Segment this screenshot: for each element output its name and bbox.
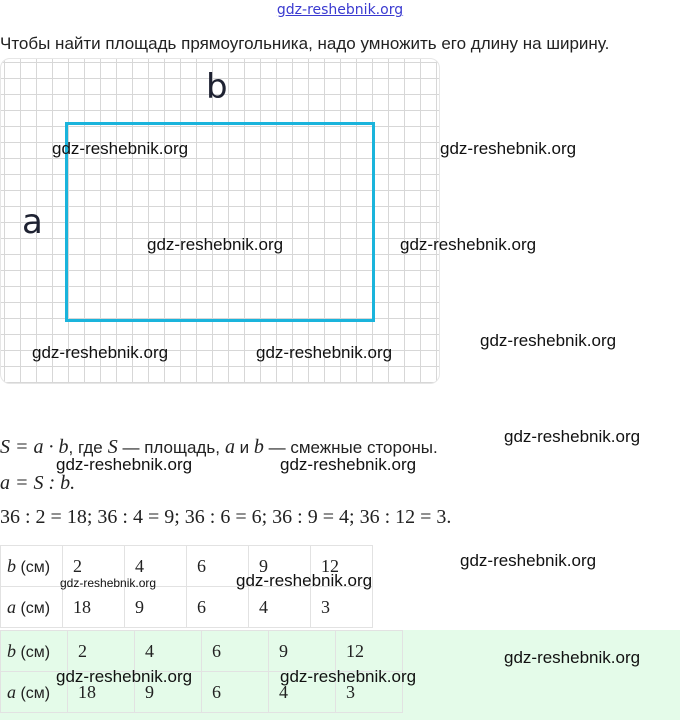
table-cell: 9 bbox=[249, 546, 311, 587]
table-cell: 4 bbox=[125, 546, 187, 587]
row-header-b: b (см) bbox=[1, 546, 63, 587]
table-cell: 3 bbox=[336, 672, 403, 713]
table-cell: 9 bbox=[125, 587, 187, 628]
table-cell: 9 bbox=[269, 631, 336, 672]
watermark-text: gdz-reshebnik.org bbox=[60, 576, 157, 590]
formula-side-math: a = S : b. bbox=[0, 472, 76, 494]
watermark-text: gdz-reshebnik.org bbox=[400, 235, 537, 254]
table-cell: 12 bbox=[311, 546, 373, 587]
watermark-text: gdz-reshebnik.org bbox=[440, 139, 577, 158]
watermark-text: gdz-reshebnik.org bbox=[147, 235, 284, 254]
watermark-text: gdz-reshebnik.org bbox=[56, 455, 193, 474]
table-cell: 2 bbox=[63, 546, 125, 587]
intro-text: Чтобы найти площадь прямоугольника, надо умножить его длину на ширину. bbox=[0, 34, 610, 53]
side-label-a: a bbox=[22, 202, 43, 242]
site-link[interactable]: gdz-reshebnik.org bbox=[276, 2, 404, 18]
formula-side bbox=[0, 472, 75, 495]
table-cell: 18 bbox=[68, 672, 135, 713]
formula-a-var: a bbox=[224, 436, 235, 458]
formula-calculations: 36 : 2 = 18; 36 : 4 = 9; 36 : 6 = 6; 36 : 9 = 4; 36 : 12 = 3. bbox=[0, 506, 452, 528]
table-cell: 2 bbox=[68, 631, 135, 672]
formula-where: , где bbox=[68, 438, 103, 457]
table-cell: 3 bbox=[311, 587, 373, 628]
table-cell: 4 bbox=[269, 672, 336, 713]
formula-and: и bbox=[234, 438, 254, 457]
table-cell: 12 bbox=[336, 631, 403, 672]
table-cell: 9 bbox=[135, 672, 202, 713]
watermark-text: gdz-reshebnik.org bbox=[52, 139, 189, 158]
formula-b-var: b bbox=[253, 436, 264, 458]
side-label-b: b bbox=[206, 67, 228, 107]
formula-area-math: S = a · b bbox=[0, 436, 69, 458]
watermark-text: gdz-reshebnik.org bbox=[504, 648, 641, 667]
table-cell: 6 bbox=[187, 587, 249, 628]
table-cell: 4 bbox=[135, 631, 202, 672]
watermark-text: gdz-reshebnik.org bbox=[236, 571, 373, 590]
table-cell: 4 bbox=[249, 587, 311, 628]
table-cell: 18 bbox=[63, 587, 125, 628]
row-header-a: a (см) bbox=[1, 587, 63, 628]
formula-area-desc: — площадь, bbox=[117, 438, 220, 457]
table-cell: 6 bbox=[202, 631, 269, 672]
table-cell: 6 bbox=[202, 672, 269, 713]
table-row bbox=[1, 587, 373, 628]
row-header-a: a (см) bbox=[1, 672, 68, 713]
formula-s-var: S bbox=[107, 436, 118, 458]
watermark-text: gdz-reshebnik.org bbox=[460, 551, 597, 570]
watermark-text: gdz-reshebnik.org bbox=[280, 455, 417, 474]
formula-sides-desc: — смежные стороны. bbox=[263, 438, 438, 457]
watermark-text: gdz-reshebnik.org bbox=[56, 667, 193, 686]
watermark-text: gdz-reshebnik.org bbox=[256, 343, 393, 362]
watermark-text: gdz-reshebnik.org bbox=[480, 331, 617, 350]
table-row bbox=[1, 631, 403, 672]
watermark-text: gdz-reshebnik.org bbox=[32, 343, 169, 362]
watermark-text: gdz-reshebnik.org bbox=[280, 667, 417, 686]
table-cell: 6 bbox=[187, 546, 249, 587]
watermark-text: gdz-reshebnik.org bbox=[504, 427, 641, 446]
row-header-b: b (см) bbox=[1, 631, 68, 672]
